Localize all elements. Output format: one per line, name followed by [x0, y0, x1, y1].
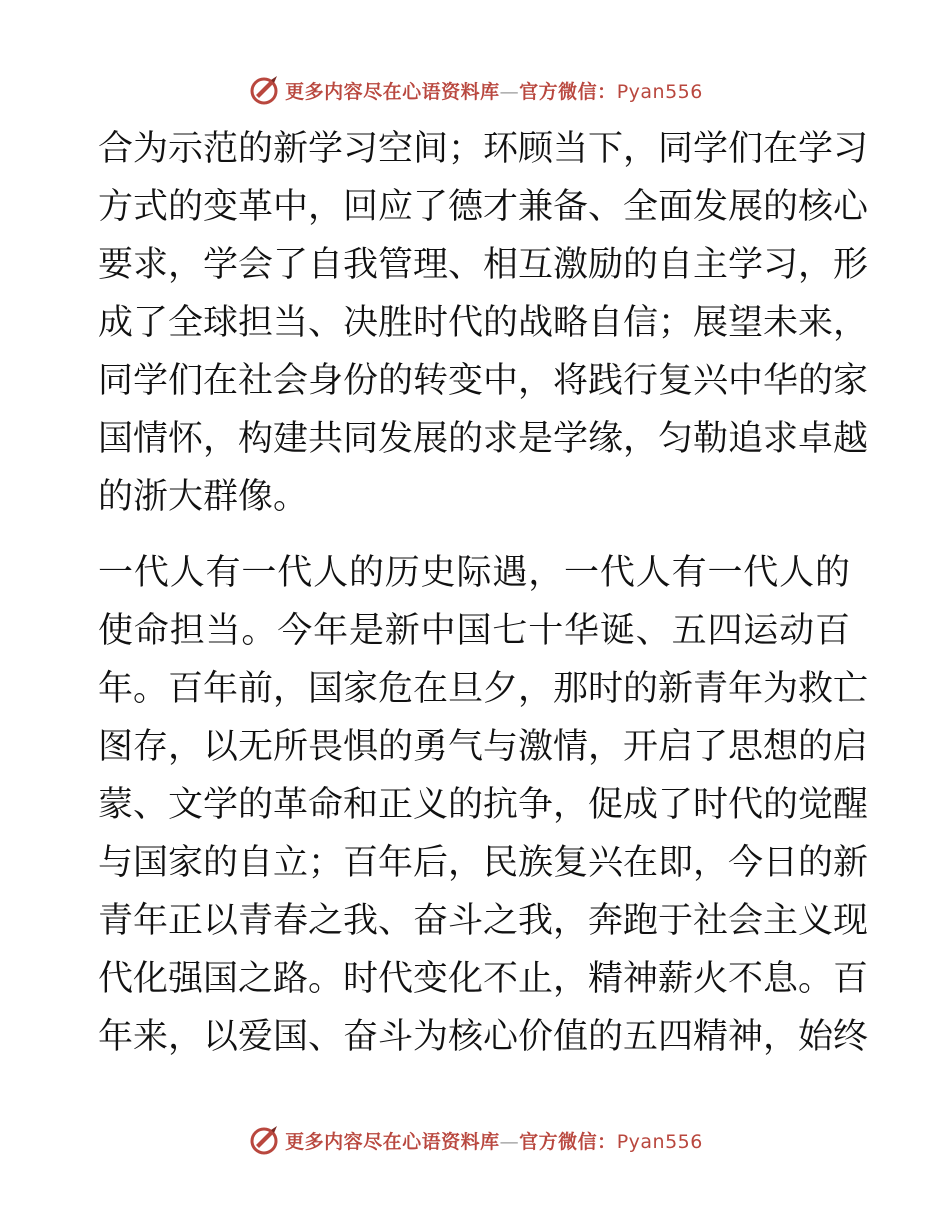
text-line: 要求，学会了自我管理、相互激励的自主学习，形 — [98, 245, 869, 285]
text-line: 一代人有一代人的历史际遇，一代人有一代人的 — [98, 553, 850, 593]
document-body — [98, 120, 869, 1066]
text-line: 图存，以无所畏惧的勇气与激情，开启了思想的启 — [98, 727, 869, 767]
text-line: 青年正以青春之我、奋斗之我，奔跑于社会主义现 — [98, 901, 869, 941]
text-line: 成了全球担当、决胜时代的战略自信；展望未来， — [98, 303, 869, 343]
text-line: 年来，以爱国、奋斗为核心价值的五四精神，始终 — [98, 1017, 869, 1057]
header-watermark — [0, 70, 950, 110]
watermark-text: 更多内容尽在心语资料库—官方微信：Pyan556 — [285, 80, 703, 103]
text-line: 国情怀，构建共同发展的求是学缘，匀勒追求卓越 — [98, 419, 869, 459]
text-line: 与国家的自立；百年后，民族复兴在即，今日的新 — [98, 843, 869, 883]
text-line: 蒙、文学的革命和正义的抗争，促成了时代的觉醒 — [98, 785, 869, 825]
paragraph — [98, 544, 869, 1066]
text-line: 代化强国之路。时代变化不止，精神薪火不息。百 — [98, 959, 869, 999]
text-line: 年。百年前，国家危在旦夕，那时的新青年为救亡 — [98, 669, 869, 709]
text-line: 的浙大群像。 — [98, 477, 309, 517]
footer-watermark — [0, 1120, 950, 1160]
text-line: 同学们在社会身份的转变中，将践行复兴中华的家 — [98, 361, 869, 401]
paragraph — [98, 120, 869, 526]
quill-logo-icon — [247, 73, 281, 107]
text-line: 方式的变革中，回应了德才兼备、全面发展的核心 — [98, 187, 869, 227]
quill-logo-icon — [247, 1123, 281, 1157]
text-line: 合为示范的新学习空间；环顾当下，同学们在学习 — [98, 129, 869, 169]
watermark-text: 更多内容尽在心语资料库—官方微信：Pyan556 — [285, 1130, 703, 1153]
text-line: 使命担当。今年是新中国七十华诞、五四运动百 — [98, 611, 850, 651]
